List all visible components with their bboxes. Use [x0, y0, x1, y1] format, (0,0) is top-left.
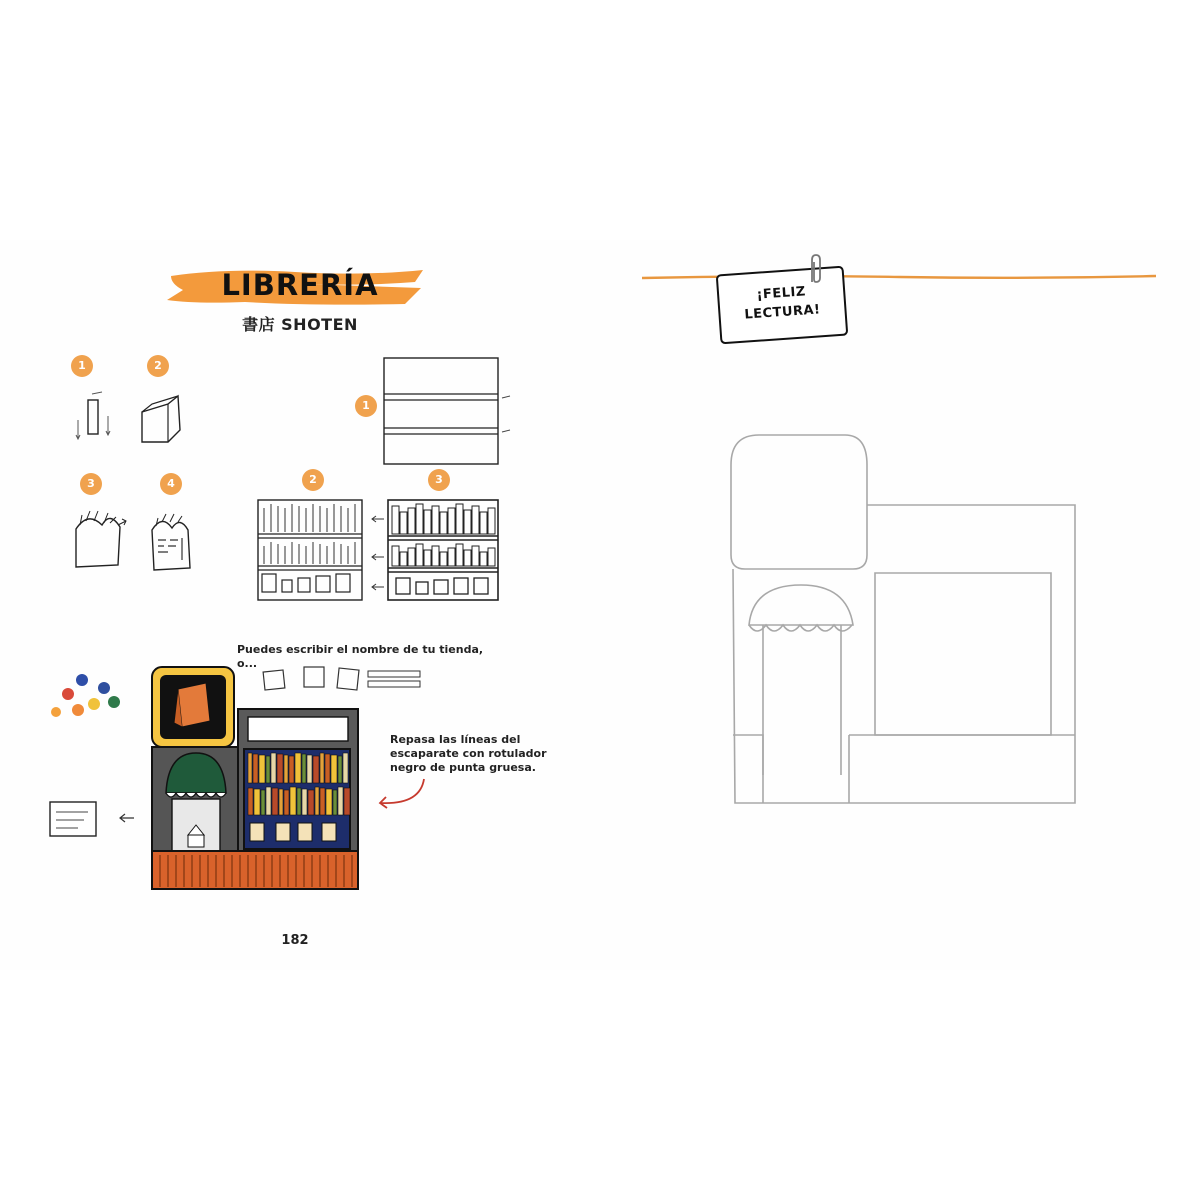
shop-book: [338, 787, 343, 815]
shelf-step-badge: 2: [302, 469, 324, 491]
shop-outline-template: [715, 425, 1085, 810]
book-step-2-drawing: [138, 390, 188, 450]
shop-display-item: [322, 823, 336, 841]
note-trace-lines: Repasa las líneas del escaparate con rotulador negro de punta gruesa.: [390, 733, 547, 774]
shop-book: [315, 787, 319, 815]
book-step-3-drawing: [68, 505, 128, 570]
happy-reading-tag: [716, 266, 849, 345]
shelf-book-outline: [456, 504, 463, 534]
shelf-book-outline: [424, 510, 431, 534]
shelf-step-2-drawing: [256, 498, 366, 604]
book-step-4-drawing: [148, 510, 198, 572]
book-step-badge: 4: [160, 473, 182, 495]
shop-book: [279, 789, 283, 815]
shelf-book-outline: [480, 552, 487, 566]
note-shop-name: Puedes escribir el nombre de tu tienda, o...: [237, 643, 484, 670]
shelf-book-outline: [448, 548, 455, 566]
shop-book: [290, 787, 296, 815]
shop-book: [302, 789, 307, 815]
shelf-book-outline: [392, 506, 399, 534]
shop-book: [284, 790, 289, 815]
shelf-book-outline: [416, 544, 423, 566]
shop-display-item: [276, 823, 290, 841]
arrow-left-icon: [368, 515, 388, 595]
tag-text: ¡FELIZ LECTURA!: [744, 284, 822, 323]
shop-display-item: [250, 823, 264, 841]
page-number: 182: [281, 933, 309, 948]
shop-book: [266, 756, 270, 783]
shelf-step-badge: 1: [355, 395, 377, 417]
shelf-book-outline: [488, 508, 495, 534]
shelf-book-outline: [488, 548, 495, 566]
shelf-book-outline: [432, 506, 439, 534]
shop-book: [302, 754, 306, 783]
shelf-book-outline: [408, 548, 415, 566]
shelf-book-outline: [472, 506, 479, 534]
shop-book: [254, 789, 260, 815]
shop-book: [326, 789, 332, 815]
shop-book: [338, 756, 342, 783]
shop-illustration: [148, 665, 363, 895]
sign-closeup: [48, 798, 143, 840]
shelf-book-outline: [464, 510, 471, 534]
shop-book: [313, 756, 319, 783]
arrow-curved-icon: [372, 775, 432, 815]
shelf-book-outline: [416, 504, 423, 534]
shop-book: [284, 755, 288, 783]
shelf-book-outline: [480, 512, 487, 534]
shop-book: [308, 790, 314, 815]
page-title: LIBRERÍA: [221, 268, 379, 302]
shop-book: [248, 753, 252, 783]
shop-book: [344, 788, 350, 815]
shelf-book-outline: [464, 550, 471, 566]
shelf-book-outline: [400, 552, 407, 566]
shelf-book-outline: [456, 544, 463, 566]
shelf-step-3-drawing: [386, 498, 502, 604]
shop-book: [295, 753, 301, 783]
shelf-step-1-drawing: [382, 356, 512, 468]
page-subtitle: 書店 SHOTEN: [242, 315, 358, 334]
shelf-step-badge: 3: [428, 469, 450, 491]
book-step-badge: 1: [71, 355, 93, 377]
shop-book: [320, 788, 325, 815]
shelf-book-outline: [440, 512, 447, 534]
shop-book: [266, 787, 271, 815]
shelf-book-outline: [472, 546, 479, 566]
shelf-book-outline: [432, 546, 439, 566]
shop-book: [271, 753, 276, 783]
shop-display-item: [298, 823, 312, 841]
shop-book: [248, 788, 253, 815]
shop-book: [297, 788, 301, 815]
shelf-book-outline: [408, 508, 415, 534]
shop-book: [261, 790, 265, 815]
shelf-book-outline: [400, 512, 407, 534]
shop-book: [343, 753, 348, 783]
shelf-book-outline: [392, 546, 399, 566]
shelf-book-outline: [440, 552, 447, 566]
shop-book: [325, 754, 330, 783]
color-dots-icon: [48, 668, 128, 724]
shop-book: [307, 755, 312, 783]
paperclip-icon: [804, 252, 828, 286]
book-step-badge: 2: [147, 355, 169, 377]
shop-book: [320, 753, 324, 783]
shop-book: [259, 755, 265, 783]
shop-book: [253, 754, 258, 783]
shop-book: [289, 756, 294, 783]
shop-book: [272, 788, 278, 815]
shop-book: [277, 754, 283, 783]
shop-book: [331, 755, 337, 783]
book-step-badge: 3: [80, 473, 102, 495]
shelf-book-outline: [448, 508, 455, 534]
shop-book: [333, 790, 337, 815]
shelf-book-outline: [424, 550, 431, 566]
book-step-1-drawing: [70, 390, 120, 450]
